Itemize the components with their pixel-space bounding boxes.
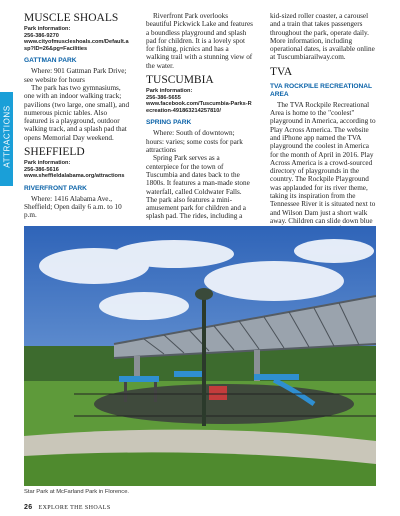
info-url[interactable]: www.cityofmuscleshoals.com/Default.asp?ID=26&pg=Facilities bbox=[24, 39, 129, 52]
section-tab-label: ATTRACTIONS bbox=[2, 105, 12, 168]
heading-sheffield: SHEFFIELD bbox=[24, 146, 85, 159]
subheading-spring-park: SPRING PARK bbox=[146, 119, 192, 127]
paragraph: Where: 901 Gattman Park Drive; see website for hours bbox=[24, 67, 127, 84]
info-label: Park information: bbox=[146, 88, 193, 95]
info-phone: 256-386-9270 bbox=[24, 32, 59, 39]
page-footer bbox=[24, 504, 111, 511]
info-phone: 256-386-5655 bbox=[146, 94, 181, 101]
paragraph: Riverfront Park overlooks beautiful Pickwick Lake and features a boundless playground and splash pad for children. It is a lovely spot for fishing, picnics and has a walking trail with a stunning view of the water. bbox=[146, 12, 253, 70]
subheading-gattman-park: GATTMAN PARK bbox=[24, 57, 77, 65]
heading-tva: TVA bbox=[270, 65, 293, 78]
park-info-tuscumbia bbox=[146, 88, 253, 114]
info-label: Park information: bbox=[24, 160, 71, 167]
column-3 bbox=[270, 12, 377, 234]
paragraph: The park has two gymnasiums, one with an indoor walking track; pavilions (two large, one small), and numerous picnic tables. Also featured is a playground, outdoor walking track, and a splash pad that opens Memorial Day weekend. bbox=[24, 83, 130, 142]
info-url[interactable]: www.facebook.com/Tuscumbia-Parks-Recreation-491863214257810/ bbox=[146, 101, 252, 114]
info-phone: 256-386-5616 bbox=[24, 166, 59, 173]
heading-tuscumbia: TUSCUMBIA bbox=[146, 74, 214, 87]
info-label: Park information: bbox=[24, 26, 71, 32]
heading-muscle-shoals: MUSCLE SHOALS bbox=[24, 12, 119, 24]
paragraph: The TVA Rockpile Recreational Area is home to the "coolest" playground in America, according to Play Across America. The website and iPhone app named the TVA playground the coolest in America for the month of April in 2016. Play Across America is a crowd-sourced directory of playgrounds in the country. The Rockpile Playground was applauded for its river theme, taking its inspiration from the Tennessee River it is situated next to and Wilson Dam just a short walk away. Children can slide down blue bbox=[270, 100, 376, 225]
park-info-muscle-shoals bbox=[24, 26, 131, 52]
section-tab bbox=[0, 92, 13, 186]
park-photo bbox=[24, 226, 376, 486]
subheading-riverfront-park: RIVERFRONT PARK bbox=[24, 184, 87, 192]
paragraph: kid-sized roller coaster, a carousel and a train that takes passengers throughout the park, operate daily. More information, including operational dates, is available online at Tuscumbiarailway.com. bbox=[270, 12, 375, 62]
publication-name: EXPLORE THE SHOALS bbox=[38, 505, 111, 511]
column-2 bbox=[146, 12, 253, 221]
subheading-tva-rockpile: TVA ROCKPILE RECREATIONAL AREA bbox=[270, 82, 372, 98]
page-number: 26 bbox=[24, 504, 33, 511]
photo-caption: Star Park at McFarland Park in Florence. bbox=[24, 489, 130, 495]
column-1 bbox=[24, 12, 131, 220]
paragraph: Where: South of downtown; hours: varies; some costs for park attractions bbox=[146, 129, 243, 155]
park-photo-illustration bbox=[24, 226, 376, 486]
paragraph: Spring Park serves as a centerpiece for the town of Tuscumbia and dates back to the 1800s. It features a man-made stone waterfall, called Coldwater Falls. The park also features a mini-amusement park for children and a splash pad. The rides, including a bbox=[146, 154, 250, 221]
paragraph: Where: 1416 Alabama Ave., Sheffield; Open daily 6 a.m. to 10 p.m. bbox=[24, 194, 122, 220]
park-info-sheffield bbox=[24, 160, 131, 180]
info-url[interactable]: www.sheffieldalabama.org/attractions bbox=[24, 173, 125, 180]
